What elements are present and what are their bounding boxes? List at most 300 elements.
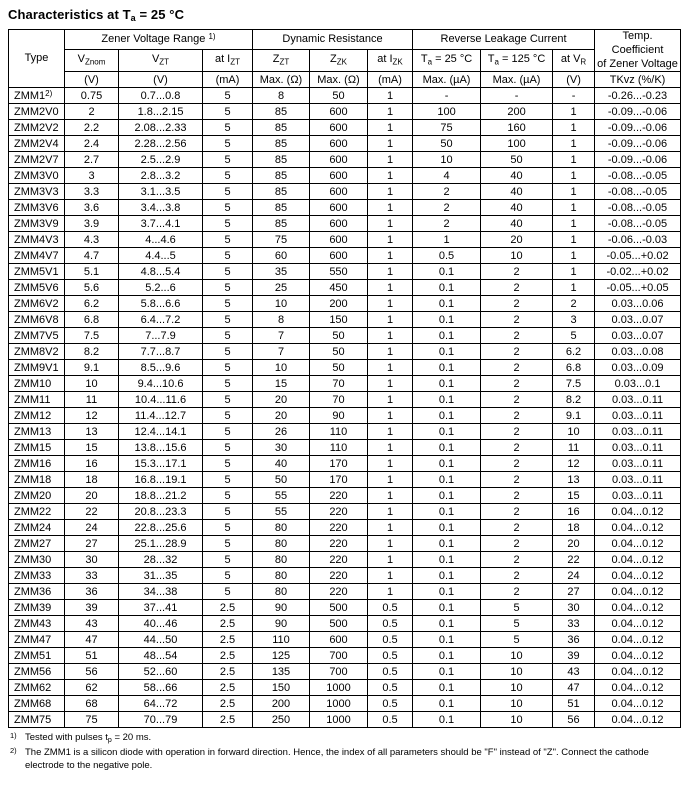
cell-zzt: 80 [253, 536, 310, 552]
cell-vzt: 58...66 [119, 680, 203, 696]
table-row [9, 648, 681, 664]
cell-vznom: 5.1 [65, 264, 119, 280]
cell-ir-125c: 5 [481, 600, 553, 616]
cell-vznom: 27 [65, 536, 119, 552]
cell-at-vr: 1 [553, 184, 595, 200]
cell-ir-25c: 0.1 [413, 264, 481, 280]
table-row [9, 120, 681, 136]
cell-tkvz: -0.09...-0.06 [595, 120, 681, 136]
symbol-sub: ZT [230, 57, 241, 67]
cell-at-vr: 22 [553, 552, 595, 568]
cell-ir-25c: 0.1 [413, 696, 481, 712]
cell-at-vr: 1 [553, 152, 595, 168]
cell-ir-125c: 40 [481, 168, 553, 184]
cell-at-izt: 5 [203, 136, 253, 152]
cell-ir-125c: 40 [481, 200, 553, 216]
cell-at-vr: 8.2 [553, 392, 595, 408]
cell-zzt: 90 [253, 616, 310, 632]
cell-ir-25c: 0.1 [413, 680, 481, 696]
cell-at-izt: 5 [203, 360, 253, 376]
table-row [9, 664, 681, 680]
cell-at-vr: 36 [553, 632, 595, 648]
cell-zzk: 500 [310, 600, 368, 616]
cell-ir-25c: 0.1 [413, 360, 481, 376]
cell-vznom: 36 [65, 584, 119, 600]
table-row [9, 248, 681, 264]
cell-at-izt: 5 [203, 520, 253, 536]
cell-ir-125c: 2 [481, 296, 553, 312]
cell-vznom: 15 [65, 440, 119, 456]
cell-vzt: 1.8...2.15 [119, 104, 203, 120]
symbol-sub: a [427, 57, 433, 67]
cell-at-vr: 30 [553, 600, 595, 616]
cell-ir-125c: 5 [481, 632, 553, 648]
cell-ir-125c: 2 [481, 280, 553, 296]
cell-at-izk: 1 [368, 232, 413, 248]
cell-vzt: 20.8...23.3 [119, 504, 203, 520]
cell-at-izt: 5 [203, 536, 253, 552]
cell-ir-125c: 2 [481, 392, 553, 408]
cell-ir-25c: 0.1 [413, 664, 481, 680]
cell-zzt: 55 [253, 504, 310, 520]
cell-at-izk: 0.5 [368, 632, 413, 648]
cell-at-izk: 1 [368, 520, 413, 536]
cell-vznom: 47 [65, 632, 119, 648]
cell-at-vr: 6.8 [553, 360, 595, 376]
cell-zzt: 85 [253, 200, 310, 216]
cell-tkvz: 0.03...0.11 [595, 408, 681, 424]
cell-zzk: 550 [310, 264, 368, 280]
cell-zzt: 80 [253, 584, 310, 600]
table-row [9, 88, 681, 104]
cell-at-vr: 7.5 [553, 376, 595, 392]
cell-type: ZMM4V7 [9, 248, 65, 264]
cell-at-izk: 0.5 [368, 648, 413, 664]
cell-vzt: 2.08...2.33 [119, 120, 203, 136]
cell-zzk: 600 [310, 104, 368, 120]
cell-vznom: 16 [65, 456, 119, 472]
cell-vznom: 4.7 [65, 248, 119, 264]
cell-vzt: 7...7.9 [119, 328, 203, 344]
cell-vznom: 62 [65, 680, 119, 696]
cell-vzt: 11.4...12.7 [119, 408, 203, 424]
cell-type: ZMM2V7 [9, 152, 65, 168]
cell-ir-25c: 0.1 [413, 488, 481, 504]
cell-ir-25c: 75 [413, 120, 481, 136]
cell-ir-125c: 10 [481, 696, 553, 712]
table-row [9, 392, 681, 408]
cell-ir-25c: 0.1 [413, 312, 481, 328]
cell-vznom: 3.6 [65, 200, 119, 216]
cell-at-izk: 1 [368, 184, 413, 200]
cell-tkvz: 0.04...0.12 [595, 504, 681, 520]
cell-ir-125c: 2 [481, 520, 553, 536]
cell-at-vr: 1 [553, 200, 595, 216]
cell-ir-25c: - [413, 88, 481, 104]
cell-at-izk: 1 [368, 504, 413, 520]
cell-ir-125c: - [481, 88, 553, 104]
cell-at-izk: 1 [368, 200, 413, 216]
cell-tkvz: -0.09...-0.06 [595, 152, 681, 168]
cell-type: ZMM15 [9, 440, 65, 456]
cell-ir-125c: 2 [481, 440, 553, 456]
cell-ir-25c: 2 [413, 184, 481, 200]
cell-tkvz: -0.09...-0.06 [595, 136, 681, 152]
temp-coeff-line1: Temp. Coefficient [611, 30, 664, 56]
cell-ir-25c: 2 [413, 216, 481, 232]
cell-at-izt: 5 [203, 568, 253, 584]
cell-zzt: 35 [253, 264, 310, 280]
cell-at-izt: 5 [203, 280, 253, 296]
cell-ir-25c: 0.1 [413, 616, 481, 632]
cell-at-izt: 5 [203, 472, 253, 488]
cell-vznom: 3.3 [65, 184, 119, 200]
cell-at-izt: 5 [203, 584, 253, 600]
symbol-sub: R [580, 57, 587, 67]
cell-zzk: 110 [310, 440, 368, 456]
cell-zzk: 220 [310, 568, 368, 584]
cell-vzt: 4.8...5.4 [119, 264, 203, 280]
cell-vznom: 24 [65, 520, 119, 536]
cell-at-vr: 9.1 [553, 408, 595, 424]
title-post: = 25 °C [135, 7, 185, 22]
cell-vznom: 6.8 [65, 312, 119, 328]
footnote-2-marker: 2) [10, 745, 17, 755]
cell-zzt: 75 [253, 232, 310, 248]
cell-tkvz: 0.03...0.11 [595, 488, 681, 504]
cell-vzt: 3.1...3.5 [119, 184, 203, 200]
cell-ir-125c: 5 [481, 616, 553, 632]
cell-zzk: 150 [310, 312, 368, 328]
cell-ir-125c: 10 [481, 248, 553, 264]
cell-zzt: 26 [253, 424, 310, 440]
cell-zzt: 60 [253, 248, 310, 264]
cell-ir-25c: 0.1 [413, 712, 481, 728]
symbol-base: T [487, 53, 495, 66]
cell-zzt: 85 [253, 216, 310, 232]
cell-zzt: 85 [253, 168, 310, 184]
cell-zzk: 50 [310, 88, 368, 104]
cell-type: ZMM27 [9, 536, 65, 552]
cell-vzt: 44...50 [119, 632, 203, 648]
zener-characteristics-table [8, 29, 681, 728]
cell-tkvz: 0.04...0.12 [595, 680, 681, 696]
cell-zzk: 110 [310, 424, 368, 440]
cell-zzt: 85 [253, 152, 310, 168]
cell-type: ZMM6V2 [9, 296, 65, 312]
cell-ir-25c: 0.1 [413, 440, 481, 456]
cell-at-izk: 1 [368, 456, 413, 472]
cell-vznom: 39 [65, 600, 119, 616]
cell-at-izt: 5 [203, 88, 253, 104]
table-row [9, 184, 681, 200]
table-row [9, 616, 681, 632]
table-row [9, 408, 681, 424]
cell-zzk: 170 [310, 456, 368, 472]
cell-ir-125c: 2 [481, 360, 553, 376]
symbol-base: at V [560, 53, 581, 66]
cell-at-izk: 1 [368, 104, 413, 120]
cell-zzt: 8 [253, 312, 310, 328]
cell-vznom: 43 [65, 616, 119, 632]
cell-vzt: 3.4...3.8 [119, 200, 203, 216]
cell-vzt: 9.4...10.6 [119, 376, 203, 392]
cell-ir-125c: 2 [481, 584, 553, 600]
footnote-2 [10, 747, 674, 773]
cell-at-vr: 16 [553, 504, 595, 520]
symbol-sub: Znom [84, 57, 106, 67]
cell-vzt: 28...32 [119, 552, 203, 568]
page-title [8, 7, 688, 23]
col-group-reverse-leakage-current: Reverse Leakage Current [413, 30, 595, 50]
cell-ir-25c: 0.1 [413, 296, 481, 312]
cell-at-vr: 2 [553, 296, 595, 312]
cell-ir-25c: 0.1 [413, 632, 481, 648]
cell-at-izt: 5 [203, 216, 253, 232]
table-row [9, 520, 681, 536]
col-header-ta-125 [481, 49, 553, 71]
cell-zzt: 80 [253, 552, 310, 568]
cell-tkvz: 0.04...0.12 [595, 696, 681, 712]
table-row [9, 328, 681, 344]
cell-zzt: 135 [253, 664, 310, 680]
cell-type: ZMM39 [9, 600, 65, 616]
cell-vznom: 68 [65, 696, 119, 712]
cell-tkvz: 0.04...0.12 [595, 648, 681, 664]
cell-type: ZMM22 [9, 504, 65, 520]
col-header-vznom [65, 49, 119, 71]
cell-ir-25c: 0.1 [413, 600, 481, 616]
cell-at-izt: 5 [203, 248, 253, 264]
cell-type: ZMM8V2 [9, 344, 65, 360]
cell-ir-125c: 2 [481, 408, 553, 424]
cell-zzk: 50 [310, 344, 368, 360]
cell-type: ZMM9V1 [9, 360, 65, 376]
cell-zzk: 220 [310, 488, 368, 504]
cell-zzt: 8 [253, 88, 310, 104]
cell-at-vr: 43 [553, 664, 595, 680]
cell-ir-125c: 2 [481, 536, 553, 552]
cell-at-izk: 1 [368, 296, 413, 312]
cell-at-izt: 5 [203, 328, 253, 344]
cell-at-izt: 5 [203, 232, 253, 248]
cell-vznom: 4.3 [65, 232, 119, 248]
cell-at-vr: 6.2 [553, 344, 595, 360]
symbol-base: at I [377, 53, 393, 66]
cell-at-izk: 1 [368, 536, 413, 552]
cell-at-izk: 1 [368, 584, 413, 600]
table-row [9, 440, 681, 456]
title-pre: Characteristics at T [8, 7, 131, 22]
cell-ir-125c: 2 [481, 376, 553, 392]
cell-vzt: 8.5...9.6 [119, 360, 203, 376]
cell-type: ZMM4V3 [9, 232, 65, 248]
cell-zzt: 20 [253, 408, 310, 424]
cell-tkvz: -0.08...-0.05 [595, 216, 681, 232]
cell-at-izk: 1 [368, 360, 413, 376]
footnote-ref-1-icon: 1) [208, 32, 216, 42]
cell-at-izt: 5 [203, 424, 253, 440]
cell-zzk: 600 [310, 168, 368, 184]
cell-vzt: 13.8...15.6 [119, 440, 203, 456]
cell-tkvz: 0.03...0.11 [595, 472, 681, 488]
cell-tkvz: 0.04...0.12 [595, 568, 681, 584]
unit-vzt: (V) [119, 72, 203, 88]
cell-tkvz: 0.03...0.11 [595, 456, 681, 472]
cell-at-izk: 1 [368, 312, 413, 328]
cell-at-izt: 5 [203, 168, 253, 184]
cell-vzt: 2.8...3.2 [119, 168, 203, 184]
cell-ir-25c: 100 [413, 104, 481, 120]
cell-tkvz: 0.04...0.12 [595, 600, 681, 616]
table-row [9, 680, 681, 696]
footnote-1-subscript: p [107, 737, 112, 745]
cell-ir-25c: 4 [413, 168, 481, 184]
cell-zzk: 70 [310, 376, 368, 392]
table-row [9, 344, 681, 360]
symbol-base: V [77, 53, 85, 66]
cell-type: ZMM75 [9, 712, 65, 728]
cell-ir-125c: 2 [481, 472, 553, 488]
cell-at-vr: 13 [553, 472, 595, 488]
cell-ir-125c: 50 [481, 152, 553, 168]
cell-zzk: 1000 [310, 680, 368, 696]
cell-at-izk: 0.5 [368, 616, 413, 632]
cell-vzt: 4.4...5 [119, 248, 203, 264]
footnote-2-text: The ZMM1 is a silicon diode with operation in forward direction. Hence, the index of all parameters should be "F" instead of "Z". Connect the cathode electrode to the negative pole. [25, 746, 649, 771]
cell-vzt: 6.4...7.2 [119, 312, 203, 328]
cell-vznom: 2.2 [65, 120, 119, 136]
cell-at-izt: 5 [203, 200, 253, 216]
cell-zzt: 30 [253, 440, 310, 456]
cell-vzt: 5.2...6 [119, 280, 203, 296]
cell-type: ZMM2V4 [9, 136, 65, 152]
cell-zzk: 1000 [310, 696, 368, 712]
header-symbol-row [9, 49, 681, 71]
cell-type: ZMM43 [9, 616, 65, 632]
cell-at-izt: 2.5 [203, 632, 253, 648]
cell-at-vr: 47 [553, 680, 595, 696]
cell-tkvz: -0.08...-0.05 [595, 200, 681, 216]
cell-zzt: 50 [253, 472, 310, 488]
cell-type: ZMM3V0 [9, 168, 65, 184]
cell-vznom: 22 [65, 504, 119, 520]
cell-ir-125c: 2 [481, 328, 553, 344]
cell-zzk: 220 [310, 552, 368, 568]
cell-ir-25c: 0.1 [413, 344, 481, 360]
footnote-1-post: = 20 ms. [111, 732, 152, 744]
cell-at-vr: 56 [553, 712, 595, 728]
table-row [9, 472, 681, 488]
cell-vznom: 12 [65, 408, 119, 424]
cell-tkvz: 0.04...0.12 [595, 616, 681, 632]
cell-at-izk: 0.5 [368, 696, 413, 712]
cell-vznom: 51 [65, 648, 119, 664]
cell-zzt: 200 [253, 696, 310, 712]
symbol-base: Z [272, 53, 280, 66]
cell-at-vr: 33 [553, 616, 595, 632]
cell-zzk: 600 [310, 152, 368, 168]
cell-ir-25c: 0.1 [413, 392, 481, 408]
cell-tkvz: 0.04...0.12 [595, 552, 681, 568]
cell-type: ZMM7V5 [9, 328, 65, 344]
cell-zzt: 150 [253, 680, 310, 696]
cell-tkvz: -0.05...+0.02 [595, 248, 681, 264]
cell-type: ZMM2V2 [9, 120, 65, 136]
table-row [9, 296, 681, 312]
symbol-sub: ZK [392, 57, 403, 67]
cell-tkvz: -0.06...-0.03 [595, 232, 681, 248]
col-group-zener-voltage-range [65, 30, 253, 50]
cell-zzt: 85 [253, 184, 310, 200]
cell-vznom: 2.4 [65, 136, 119, 152]
cell-ir-125c: 10 [481, 680, 553, 696]
cell-at-vr: 51 [553, 696, 595, 712]
symbol-sub: ZK [336, 57, 347, 67]
unit-zzk: Max. (Ω) [310, 72, 368, 88]
cell-at-vr: 1 [553, 232, 595, 248]
cell-zzt: 80 [253, 568, 310, 584]
cell-at-izt: 2.5 [203, 616, 253, 632]
cell-ir-25c: 0.1 [413, 280, 481, 296]
cell-ir-125c: 2 [481, 488, 553, 504]
cell-zzk: 200 [310, 296, 368, 312]
cell-ir-25c: 0.1 [413, 456, 481, 472]
cell-ir-125c: 2 [481, 504, 553, 520]
cell-ir-125c: 160 [481, 120, 553, 136]
cell-at-izt: 5 [203, 120, 253, 136]
footnote-1-pre: Tested with pulses t [25, 732, 108, 744]
cell-at-izk: 0.5 [368, 680, 413, 696]
cell-at-izk: 1 [368, 568, 413, 584]
cell-vznom: 3 [65, 168, 119, 184]
cell-at-izt: 5 [203, 504, 253, 520]
cell-zzt: 85 [253, 120, 310, 136]
cell-ir-125c: 2 [481, 264, 553, 280]
cell-vzt: 10.4...11.6 [119, 392, 203, 408]
table-row [9, 712, 681, 728]
cell-vznom: 7.5 [65, 328, 119, 344]
cell-vznom: 18 [65, 472, 119, 488]
cell-zzt: 25 [253, 280, 310, 296]
cell-ir-25c: 0.1 [413, 648, 481, 664]
cell-vzt: 0.7...0.8 [119, 88, 203, 104]
cell-zzk: 600 [310, 232, 368, 248]
cell-type: ZMM16 [9, 456, 65, 472]
cell-at-izk: 1 [368, 120, 413, 136]
table-row [9, 264, 681, 280]
cell-ir-125c: 10 [481, 712, 553, 728]
cell-at-vr: 1 [553, 264, 595, 280]
cell-at-izt: 5 [203, 552, 253, 568]
cell-ir-25c: 0.1 [413, 376, 481, 392]
cell-ir-25c: 0.1 [413, 504, 481, 520]
table-row [9, 536, 681, 552]
cell-zzk: 220 [310, 520, 368, 536]
cell-tkvz: 0.04...0.12 [595, 536, 681, 552]
cell-vzt: 18.8...21.2 [119, 488, 203, 504]
symbol-post: = 25 °C [432, 53, 473, 66]
unit-vznom: (V) [65, 72, 119, 88]
cell-at-vr: - [553, 88, 595, 104]
footnote-1 [10, 732, 674, 745]
cell-zzt: 10 [253, 360, 310, 376]
cell-at-izt: 5 [203, 392, 253, 408]
cell-zzt: 55 [253, 488, 310, 504]
cell-type: ZMM68 [9, 696, 65, 712]
cell-tkvz: -0.08...-0.05 [595, 184, 681, 200]
cell-vzt: 52...60 [119, 664, 203, 680]
